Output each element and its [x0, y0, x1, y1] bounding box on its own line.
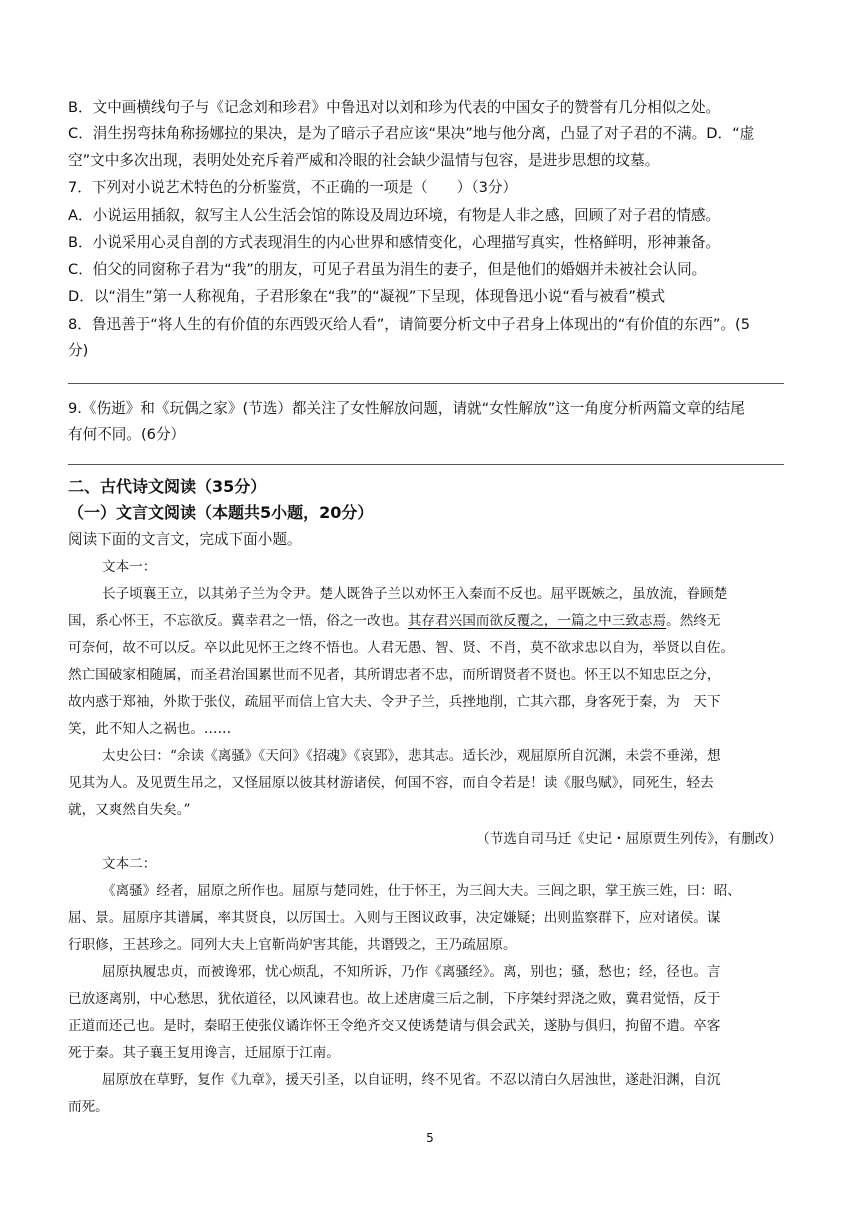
text1-p1-line4: 然亡国破家相随属，而圣君治国累世而不见者，其所谓忠者不忠，而所谓贤者不贤也。怀王以不知忠臣之分， [68, 667, 721, 683]
text1-p1-line6: 笑，此不知人之祸也。…… [68, 721, 232, 737]
underlined-sentence: 其存君兴国而欲反覆之，一篇之中三致志焉 [407, 613, 667, 629]
text1-p2-line1: 太史公曰：“余读《离骚》《天问》《招魂》《哀郢》，悲其志。适长沙，观屈原所自沉渊，未尝不垂涕，想 [102, 748, 721, 764]
q9-stem-line2: 有何不同。(6分） [68, 426, 186, 443]
text1-p1-line2-end: 。然终无 [666, 613, 721, 629]
text2-p2-line4: 死于秦。其子襄王复用谗言，迁屈原于江南。 [68, 1045, 340, 1061]
page-number: 5 [426, 1131, 434, 1145]
text2-p2-line1: 屈原执履忠贞，而被谗邪，忧心烦乱，不知所诉，乃作《离骚经》。离，别也；骚，愁也；经，径也。言 [102, 964, 721, 980]
q6-option-c-line2: 空”文中多次出现，表明处处充斥着严威和冷眼的社会缺少温情与包容，是进步思想的坟墓。 [68, 152, 660, 169]
text1-label: 文本一： [102, 559, 157, 575]
q7-option-d: D．以“涓生”第一人称视角，子君形象在“我”的“凝视”下呈现，体现鲁迅小说“看与被看”模式 [68, 288, 666, 305]
q7-option-a: A．小说运用插叙，叙写主人公生活会馆的陈设及周边环境，有物是人非之感，回顾了对子君的情感。 [68, 207, 721, 224]
text2-p2-line3: 正道而还己也。是时，秦昭王使张仪谲诈怀王令绝齐交又使诱楚请与俱会武关，遂胁与俱归，拘留不遣。卒客 [68, 1018, 721, 1034]
text1-p1-line2 [68, 611, 721, 631]
text2-p2-line2: 已放逐离别，中心愁思，犹依道径，以风谏君也。故上述唐虞三后之制，下序桀纣羿浇之败，冀君觉悟，反于 [68, 991, 721, 1007]
q9-stem-line1: 9.《伤逝》和《玩偶之家》(节选）都关注了女性解放问题，请就“女性解放”这一角度分析两篇文章的结尾 [68, 400, 745, 417]
text2-p3-line2: 而死。 [68, 1099, 109, 1115]
text1-p1-line2-start: 国，系心怀王，不忘欲反。冀幸君之一悟，俗之一改也。 [68, 613, 408, 629]
text1-source: （节选自司马迁《史记・屈原贾生列传》，有删改） [476, 831, 782, 847]
text2-p1-line1: 《离骚》经者，屈原之所作也。屈原与楚同姓，仕于怀王，为三闾大夫。三闾之职，掌王族三姓，曰：昭、 [102, 883, 741, 899]
q7-stem: 7．下列对小说艺术特色的分析鉴赏，不正确的一项是（ ）（3分） [68, 179, 518, 196]
text2-p1-line2: 屈、景。屈原序其谱属，率其贤良，以厉国士。入则与王图议政事，决定嫌疑；出则监察群下，应对诸侯。谋 [68, 910, 721, 926]
q8-stem-line2: 分) [68, 342, 89, 359]
text1-p1-line5: 故内惑于郑袖，外欺于张仪，疏屈平而信上官大夫、令尹子兰，兵挫地削，亡其六郡，身客死于秦，为 天下 [68, 694, 721, 710]
q6-option-b: B．文中画横线句子与《记念刘和珍君》中鲁迅对以刘和珍为代表的中国女子的赞誉有几分相似之处。 [68, 99, 721, 116]
text2-label: 文本二： [102, 856, 157, 872]
text2-p3-line1: 屈原放在草野，复作《九章》，援天引圣，以自证明，终不见省。不忍以清白久居浊世，遂赴汨渊，自沉 [102, 1072, 721, 1088]
reading-instruction: 阅读下面的文言文，完成下面小题。 [68, 531, 302, 548]
text1-p1-line3: 可奈何，故不可以反。卒以此见怀王之终不悟也。人君无愚、智、贤、不肖，莫不欲求忠以自为，举贤以自佐。 [68, 640, 735, 656]
text1-p2-line2: 见其为人。及见贾生吊之，又怪屈原以彼其材游诸侯，何国不容，而自令若是！读《服鸟赋》，同死生，轻去 [68, 775, 714, 791]
q7-option-c: C．伯父的同窗称子君为“我”的朋友，可见子君虽为涓生的妻子，但是他们的婚姻并未被社会认同。 [68, 261, 707, 278]
text2-p1-line3: 行职修，王甚珍之。同列大夫上官靳尚妒害其能，共谮毁之，王乃疏屈原。 [68, 937, 517, 953]
section-heading: 二、古代诗文阅读（35分） [68, 477, 267, 496]
text1-p2-line3: 就，又爽然自失矣。” [68, 802, 191, 818]
q8-answer-line[interactable] [68, 383, 784, 384]
q8-stem-line1: 8．鲁迅善于“将人生的有价值的东西毁灭给人看”，请简要分析文中子君身上体现出的“有价值的东西”。(5 [68, 316, 751, 333]
q7-option-b: B．小说采用心灵自剖的方式表现涓生的内心世界和感情变化，心理描写真实，性格鲜明，形神兼备。 [68, 234, 721, 251]
q6-option-c-line1: C．涓生拐弯抹角称扬娜拉的果决，是为了暗示子君应该“果决”地与他分离，凸显了对子君的不满。D．“虚 [68, 125, 755, 142]
q9-answer-line[interactable] [68, 464, 784, 465]
section-subheading: （一）文言文阅读（本题共5小题，20分） [68, 503, 374, 522]
text1-p1-line1: 长子顷襄王立，以其弟子兰为令尹。楚人既咎子兰以劝怀王入秦而不反也。屈平既嫉之，虽放流，眷顾楚 [102, 586, 728, 602]
